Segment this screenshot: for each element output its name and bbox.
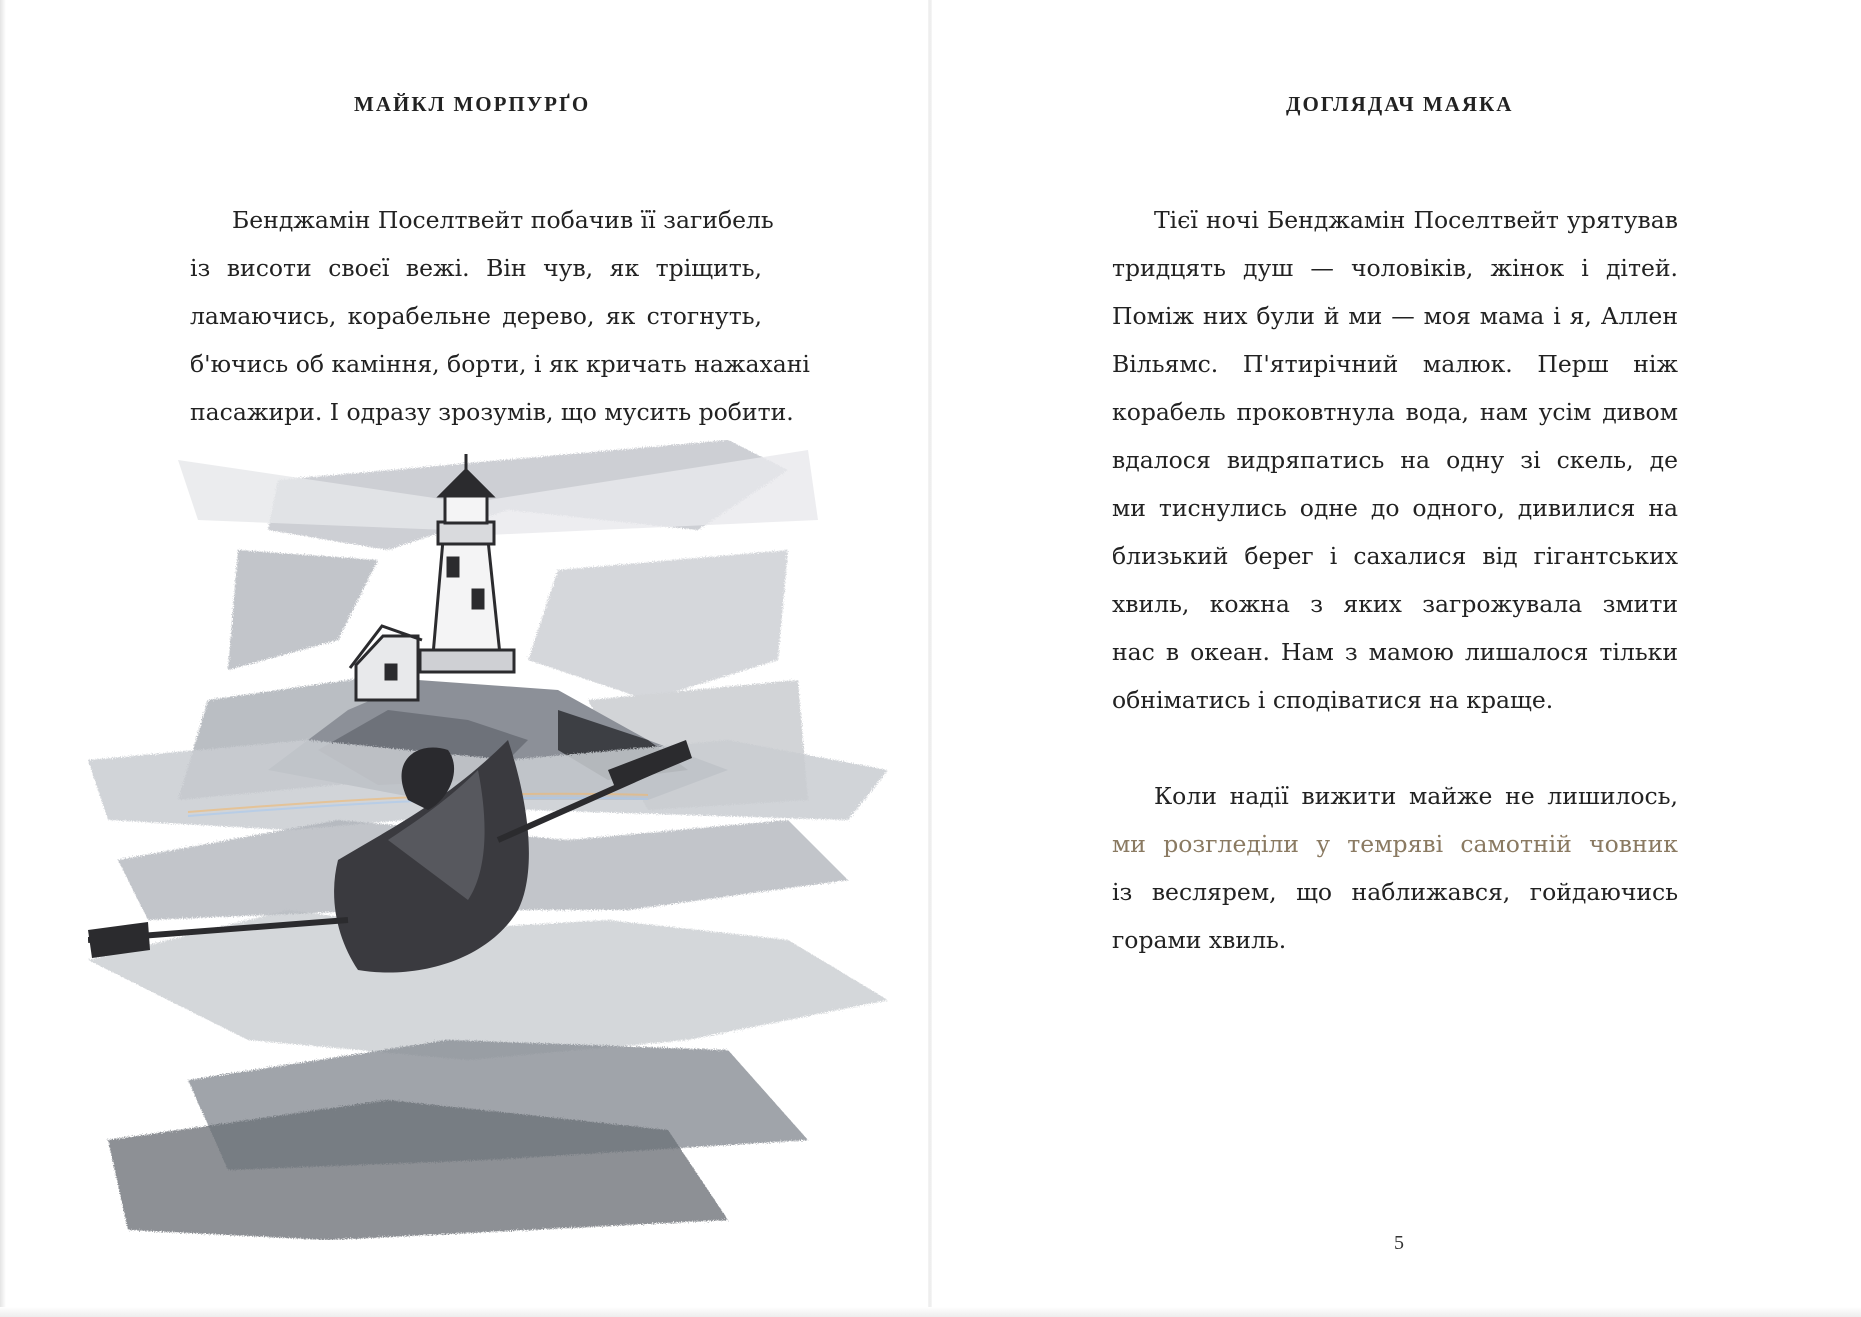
right-page bbox=[930, 0, 1861, 1317]
page-bottom-edge bbox=[0, 1307, 1861, 1317]
text-line: ми тиснулись одне до одного, дивилися на bbox=[1112, 494, 1678, 522]
text-line: близький берег і сахалися від гігантських bbox=[1112, 542, 1678, 570]
text-line: із веслярем, що наближався, гойдаючись bbox=[1112, 878, 1678, 906]
text-line: Тієї ночі Бенджамін Поселтвейт урятував bbox=[1154, 206, 1678, 234]
text-line: із висоти своєї вежі. Він чув, як тріщить, bbox=[190, 254, 762, 282]
text-line: Коли надії вижити майже не лишилось, bbox=[1154, 782, 1678, 810]
text-line: тридцять душ — чоловіків, жінок і дітей. bbox=[1112, 254, 1678, 282]
running-head-title: ДОГЛЯДАЧ МАЯКА bbox=[1286, 92, 1514, 116]
text-line: Бенджамін Поселтвейт побачив її загибель bbox=[232, 206, 774, 234]
left-body-text bbox=[190, 196, 810, 436]
text-line: ламаючись, корабельне дерево, як стогнуть, bbox=[190, 302, 762, 330]
lighthouse-and-rowboat-illustration bbox=[88, 440, 888, 1240]
right-body-text bbox=[1112, 196, 1678, 964]
text-line: корабель проковтнула вода, нам усім дивом bbox=[1112, 398, 1678, 426]
text-line: вдалося видряпатись на одну зі скель, де bbox=[1112, 446, 1678, 474]
text-line: нас в океан. Нам з мамою лишалося тільки bbox=[1112, 638, 1678, 666]
page-number: 5 bbox=[1394, 1232, 1404, 1254]
text-line: Поміж них були й ми — моя мама і я, Аллен bbox=[1112, 302, 1678, 330]
text-line: горами хвиль. bbox=[1112, 926, 1287, 954]
text-line: хвиль, кожна з яких загрожувала змити bbox=[1112, 590, 1678, 618]
running-head-author: МАЙКЛ МОРПУРҐО bbox=[354, 92, 591, 116]
text-line: обніматись і сподіватися на краще. bbox=[1112, 686, 1554, 714]
text-line: пасажири. І одразу зрозумів, що мусить робити. bbox=[190, 398, 794, 426]
text-line: Вільямс. П'ятирічний малюк. Перш ніж bbox=[1112, 350, 1678, 378]
text-line: ми розгледіли у темряві самотній човник bbox=[1112, 830, 1678, 858]
text-line: б'ючись об каміння, борти, і як кричать нажахані bbox=[190, 350, 810, 378]
left-page bbox=[0, 0, 928, 1317]
